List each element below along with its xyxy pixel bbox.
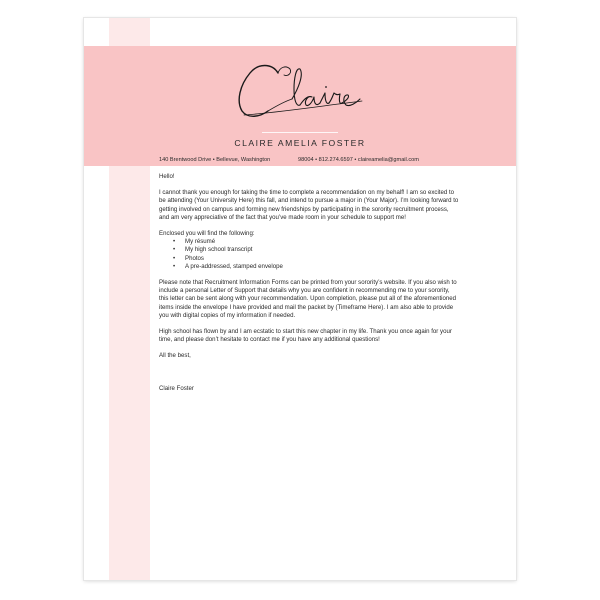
greeting: Hello!	[159, 173, 175, 180]
contact-address: 140 Brentwood Drive • Bellevue, Washington	[159, 157, 271, 163]
signoff-name: Claire Foster	[159, 384, 194, 392]
header-band	[84, 46, 516, 166]
enclosed-intro: Enclosed you will find the following:	[159, 230, 255, 238]
letter-body	[159, 173, 459, 393]
signature-logo	[234, 55, 366, 129]
list-item: • My high school transcript	[159, 246, 459, 254]
list-item: • Photos	[159, 255, 459, 263]
list-item: • A pre-addressed, stamped envelope	[159, 263, 459, 271]
contact-phone-email: 98004 • 812.274.6597 • claireamelia@gmail.com	[298, 157, 419, 163]
signature-underline	[262, 132, 338, 133]
enclosed-list	[159, 238, 459, 271]
paragraph-3: High school has flown by and I am ecstatic to start this new chapter in my life. Thank you once again for your time, and please don’t hesitate to contact me if you have any additional questions!	[159, 328, 452, 344]
full-name: CLAIRE AMELIA FOSTER	[234, 138, 366, 148]
letter-page	[84, 18, 516, 580]
paragraph-1: I cannot thank you enough for taking the time to complete a recommendation on my behalf! I am so excited to be attending (Your University Here) this fall, and intend to pursue a major in (Your Major). I’m looking forward to getting involved on campus and forming new friendships by participating in the sorority recruitment process, and am very appreciative of the fact that you’ve made room in your schedule to support me!	[159, 189, 459, 221]
closing: All the best,	[159, 352, 191, 360]
paragraph-2: Please note that Recruitment Information Forms can be printed from your sorority’s website. If you also wish to include a personal Letter of Support that details why you are confident in recommending me to your sorority, this letter can be sent along with your recommendation. Upon completion, please put all of the aforementioned items inside the envelope I have provided and mail the packet by (Timeframe Here). I am also able to provide you with digital copies of my information if needed.	[159, 279, 457, 319]
list-item: • My résumé	[159, 238, 459, 246]
